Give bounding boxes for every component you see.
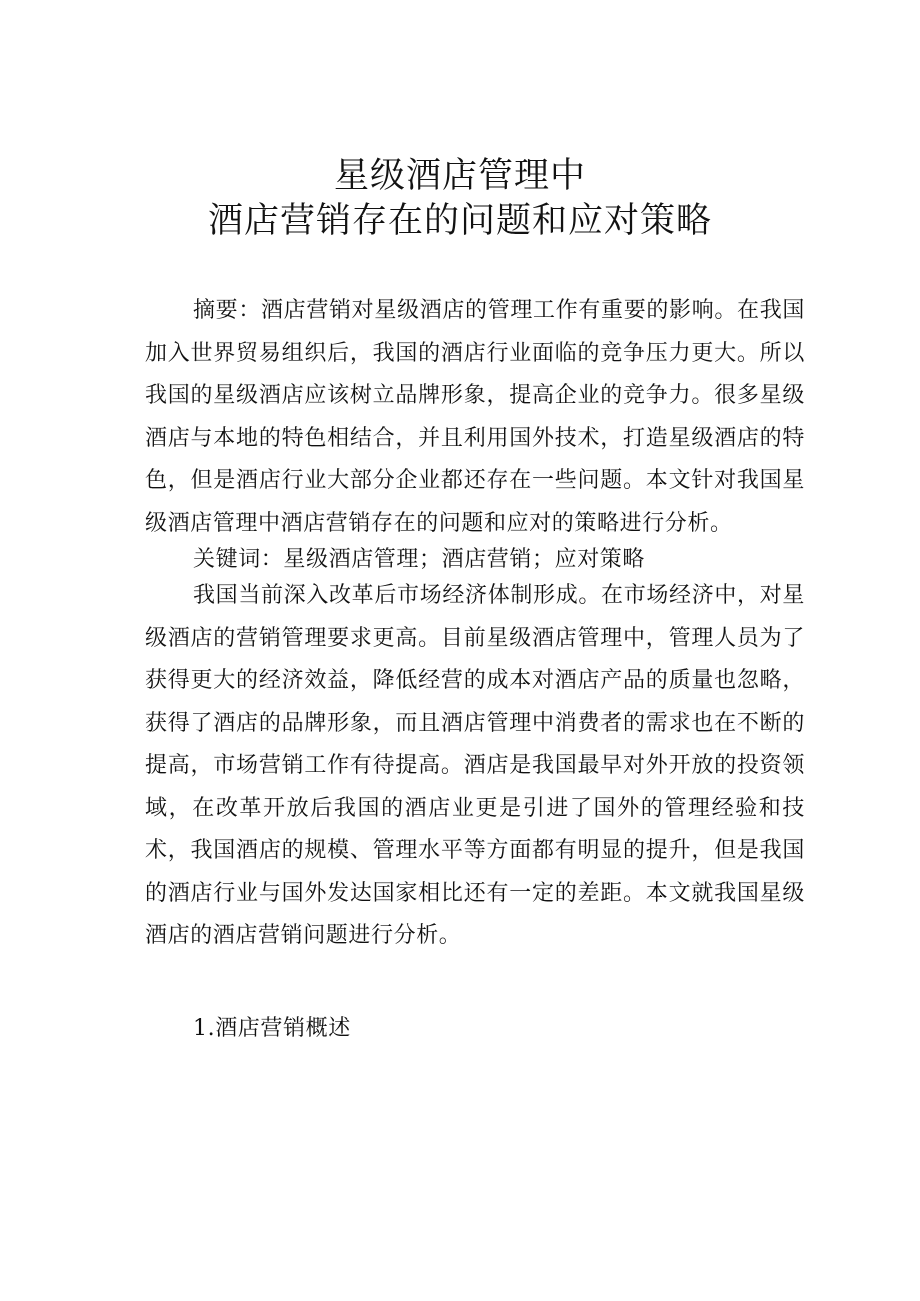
keywords-line: 关键词：星级酒店管理；酒店营销；应对策略	[193, 547, 646, 572]
intro-paragraph: 我国当前深入改革后市场经济体制形成。在市场经济中，对星级酒店的营销管理要求更高。目前星级酒店管理中，管理人员为了获得更大的经济效益，降低经营的成本对酒店产品的质量也忽略，获得了酒店的品牌形象，而且酒店管理中消费者的需求也在不断的提高，市场营销工作有待提高。酒店是我国最早对外开放的投资领域，在改革开放后我国的酒店业更是引进了国外的管理经验和技术，我国酒店的规模、管理水平等方面都有明显的提升，但是我国的酒店行业与国外发达国家相比还有一定的差距。本文就我国星级酒店的酒店营销问题进行分析。	[145, 583, 805, 948]
document-title	[0, 154, 920, 244]
section-heading-1: 1.酒店营销概述	[193, 1015, 351, 1041]
document-body	[145, 290, 805, 1050]
title-line-1: 星级酒店管理中	[333, 156, 586, 196]
title-line-2: 酒店营销存在的问题和应对策略	[207, 201, 712, 241]
abstract-paragraph: 摘要：酒店营销对星级酒店的管理工作有重要的影响。在我国加入世界贸易组织后，我国的酒店行业面临的竞争压力更大。所以我国的星级酒店应该树立品牌形象，提高企业的竞争力。很多星级酒店与本地的特色相结合，并且利用国外技术，打造星级酒店的特色，但是酒店行业大部分企业都还存在一些问题。本文针对我国星级酒店管理中酒店营销存在的问题和应对的策略进行分析。	[145, 298, 805, 536]
